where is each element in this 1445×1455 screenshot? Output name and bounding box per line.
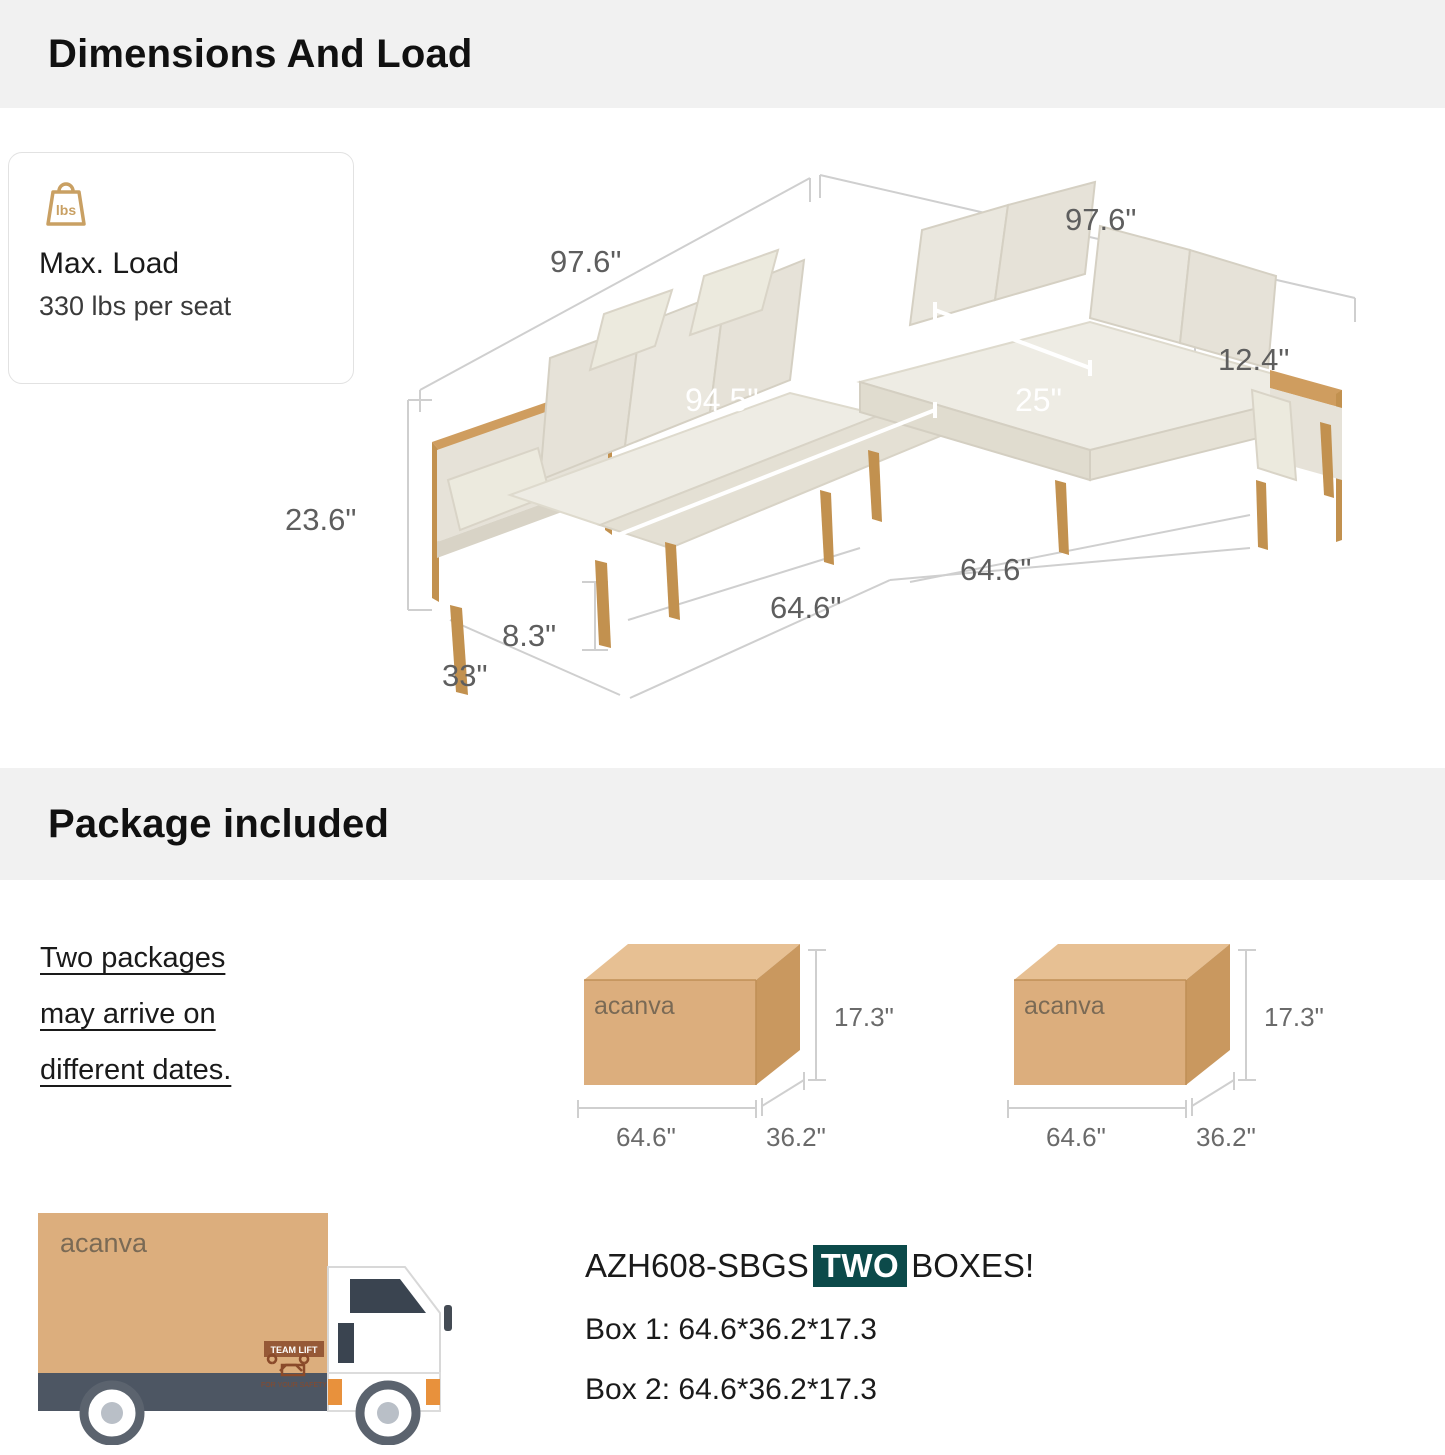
sku-suffix: BOXES! [911,1247,1035,1284]
dim-back-height: 12.4" [1218,342,1290,377]
svg-text:FOR YOUR SAFETY: FOR YOUR SAFETY [261,1382,327,1389]
dim-bottom-right: 64.6" [960,552,1032,587]
package-title: Package included [48,801,390,846]
dim-seat-width: 94.5" [685,382,759,418]
package-box-1 [570,930,930,1170]
dimensions-section-header [0,0,1445,108]
dim-bottom-left: 64.6" [770,590,842,625]
dim-depth: 33" [442,658,488,693]
dimensions-title: Dimensions And Load [48,31,473,76]
dim-arm-height: 8.3" [502,618,557,653]
packages-note [40,930,360,1098]
dim-seat-depth: 25" [1015,382,1062,418]
box-1-depth: 36.2" [766,1122,826,1152]
box-2-width: 64.6" [1046,1122,1106,1152]
package-info-block [585,1245,1285,1407]
box-1-height: 17.3" [834,1002,894,1032]
svg-text:TEAM LIFT: TEAM LIFT [270,1345,318,1355]
svg-text:lbs: lbs [55,202,77,218]
packages-note-line-2: may arrive on [40,998,216,1030]
weight-icon [39,179,93,231]
dim-overall-height: 23.6" [285,502,357,537]
sku-highlight-badge: TWO [813,1245,907,1287]
sku-prefix: AZH608-SBGS [585,1247,809,1284]
box-1-width: 64.6" [616,1122,676,1152]
truck-brand-label: acanva [60,1228,148,1258]
box-2-spec: Box 2: 64.6*36.2*17.3 [585,1373,877,1406]
max-load-title: Max. Load [39,247,180,280]
box-2-brand: acanva [1024,992,1105,1020]
package-box-2 [1000,930,1360,1170]
sku-line [585,1245,1285,1287]
max-load-card [8,152,354,384]
sofa-dimension-diagram [285,150,1410,730]
packages-note-line-1: Two packages [40,942,226,974]
packages-note-line-3: different dates. [40,1054,232,1086]
box-2-height: 17.3" [1264,1002,1324,1032]
dim-top-right: 97.6" [1065,202,1137,237]
box-1-brand: acanva [594,992,675,1020]
box-2-depth: 36.2" [1196,1122,1256,1152]
package-section-header [0,768,1445,880]
dim-top-left: 97.6" [550,244,622,279]
box-1-spec: Box 1: 64.6*36.2*17.3 [585,1313,877,1346]
max-load-subtitle: 330 lbs per seat [39,291,232,321]
